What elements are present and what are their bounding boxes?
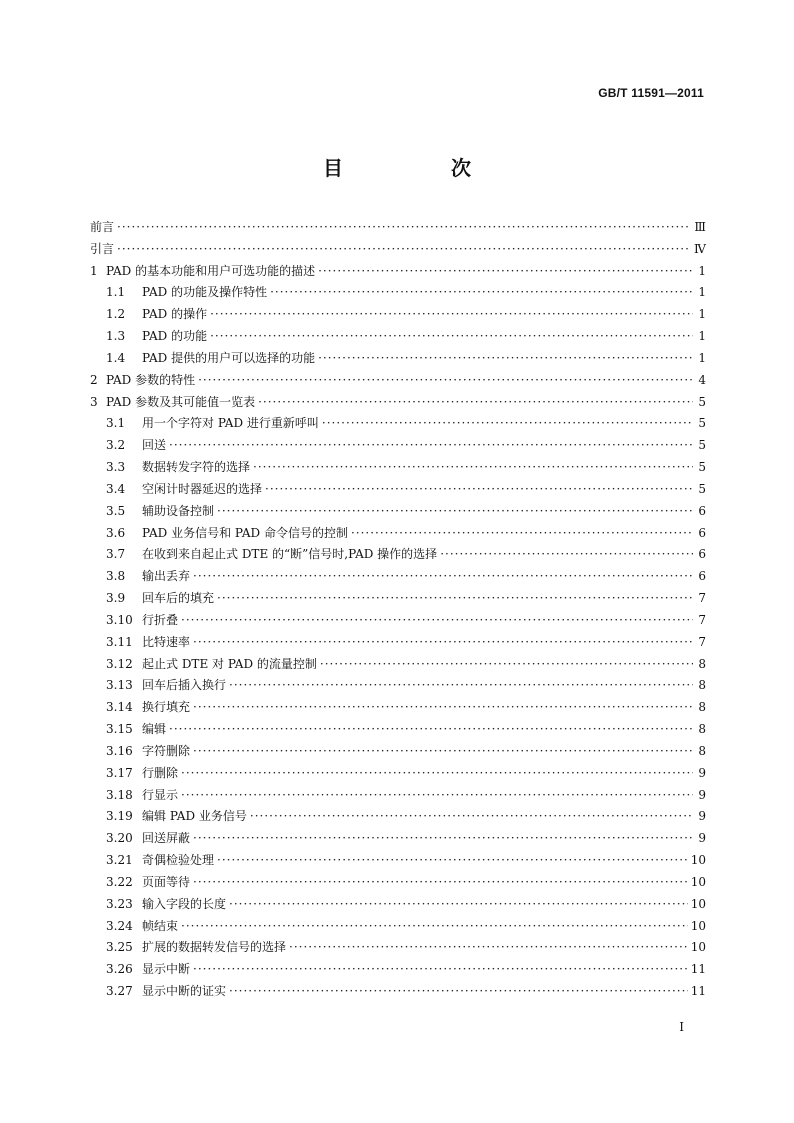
toc-entry-number: 3.10 bbox=[106, 612, 133, 627]
toc-leader-dots bbox=[229, 981, 688, 1003]
toc-entry-page: 6 bbox=[698, 547, 706, 562]
toc-entry-number: 1.3 bbox=[106, 329, 126, 344]
toc-leader-dots bbox=[169, 435, 693, 457]
toc-entry-title: 输出丢弃 bbox=[142, 569, 191, 584]
toc-entry[interactable] bbox=[90, 479, 706, 501]
toc-entry-page: 9 bbox=[698, 765, 706, 780]
toc-entry-page: 4 bbox=[698, 372, 706, 387]
toc-entry-page: 5 bbox=[698, 394, 706, 409]
toc-leader-dots bbox=[181, 785, 693, 807]
toc-entry-page: 11 bbox=[690, 983, 706, 998]
toc-entry-title: 行显示 bbox=[142, 787, 179, 802]
toc-entry-title: PAD 参数的特性 bbox=[106, 372, 196, 387]
toc-entry-title: 页面等待 bbox=[142, 874, 191, 889]
toc-leader-dots bbox=[117, 217, 691, 239]
toc-entry-page: 10 bbox=[690, 853, 706, 868]
toc-entry-page: 6 bbox=[698, 569, 706, 584]
toc-entry-title: 行折叠 bbox=[142, 612, 179, 627]
toc-entry-number: 2 bbox=[90, 372, 98, 387]
toc-entry[interactable] bbox=[90, 828, 706, 850]
toc-entry-title: 回车后的填充 bbox=[142, 591, 215, 606]
toc-leader-dots bbox=[181, 763, 693, 785]
toc-entry-title: 在收到来自起止式 DTE 的“断”信号时,PAD 操作的选择 bbox=[142, 547, 438, 562]
toc-entry-number: 3.24 bbox=[106, 918, 133, 933]
toc-entry[interactable] bbox=[90, 370, 706, 392]
toc-entry[interactable] bbox=[90, 348, 706, 370]
toc-entry-page: 8 bbox=[698, 678, 706, 693]
toc-leader-dots bbox=[320, 654, 693, 676]
toc-entry-page: 1 bbox=[698, 307, 706, 322]
toc-entry-title: 回送 bbox=[142, 438, 167, 453]
toc-entry-title: 用一个字符对 PAD 进行重新呼叫 bbox=[142, 416, 319, 431]
toc-entry[interactable] bbox=[90, 435, 706, 457]
toc-entry[interactable] bbox=[90, 261, 706, 283]
toc-entry[interactable] bbox=[90, 304, 706, 326]
toc-entry[interactable] bbox=[90, 610, 706, 632]
toc-entry-number: 3.8 bbox=[106, 569, 126, 584]
toc-leader-dots bbox=[193, 566, 693, 588]
toc-leader-dots bbox=[440, 544, 693, 566]
toc-entry-number: 3.5 bbox=[106, 503, 126, 518]
toc-entry-number: 1.2 bbox=[106, 307, 126, 322]
toc-leader-dots bbox=[193, 828, 693, 850]
toc-entry-number: 3.26 bbox=[106, 962, 133, 977]
toc-entry-title: 奇偶检验处理 bbox=[142, 853, 215, 868]
toc-entry-page: 10 bbox=[690, 918, 706, 933]
toc-entry-page: 5 bbox=[698, 438, 706, 453]
toc-entry-title: 编辑 bbox=[142, 722, 167, 737]
page-title: 目 次 bbox=[323, 156, 515, 180]
toc-entry-page: 7 bbox=[698, 591, 706, 606]
toc-leader-dots bbox=[253, 457, 693, 479]
toc-entry-page: 9 bbox=[698, 787, 706, 802]
toc-entry-number: 3.15 bbox=[106, 722, 133, 737]
toc-entry-title: 引言 bbox=[90, 241, 115, 256]
toc-leader-dots bbox=[217, 588, 693, 610]
toc-entry-page: 11 bbox=[690, 962, 706, 977]
toc-leader-dots bbox=[351, 523, 693, 545]
toc-entry-title: PAD 业务信号和 PAD 命令信号的控制 bbox=[142, 525, 348, 540]
toc-entry[interactable] bbox=[90, 872, 706, 894]
toc-entry[interactable] bbox=[90, 675, 706, 697]
toc-entry[interactable] bbox=[90, 806, 706, 828]
toc-entry-title: 编辑 PAD 业务信号 bbox=[142, 809, 247, 824]
toc-entry[interactable] bbox=[90, 959, 706, 981]
toc-entry-number: 3.1 bbox=[106, 416, 126, 431]
toc-entry-number: 3.19 bbox=[106, 809, 133, 824]
toc-entry-page: 7 bbox=[698, 612, 706, 627]
toc-entry[interactable] bbox=[90, 719, 706, 741]
toc-entry-number: 3.16 bbox=[106, 743, 133, 758]
toc-entry-page: 6 bbox=[698, 503, 706, 518]
toc-entry[interactable] bbox=[90, 523, 706, 545]
toc-entry[interactable] bbox=[90, 566, 706, 588]
toc-entry-page: 6 bbox=[698, 525, 706, 540]
toc-entry[interactable] bbox=[90, 239, 706, 261]
toc-leader-dots bbox=[318, 261, 693, 283]
standard-code: GB/T 11591—2011 bbox=[598, 86, 704, 100]
toc-entry-number: 3.20 bbox=[106, 831, 133, 846]
toc-entry-page: 1 bbox=[698, 285, 706, 300]
toc-entry-title: 比特速率 bbox=[142, 634, 191, 649]
toc-entry[interactable] bbox=[90, 654, 706, 676]
toc-entry-page: 7 bbox=[698, 634, 706, 649]
toc-entry-number: 3.21 bbox=[106, 853, 133, 868]
toc-leader-dots bbox=[318, 348, 693, 370]
toc-entry[interactable] bbox=[90, 741, 706, 763]
toc-leader-dots bbox=[181, 610, 693, 632]
toc-entry-page: Ⅲ bbox=[694, 220, 706, 234]
toc-leader-dots bbox=[193, 872, 688, 894]
toc-entry-number: 3.25 bbox=[106, 940, 133, 955]
toc-entry[interactable] bbox=[90, 850, 706, 872]
toc-entry-page: 8 bbox=[698, 656, 706, 671]
toc-leader-dots bbox=[193, 632, 693, 654]
toc-entry-title: 起止式 DTE 对 PAD 的流量控制 bbox=[142, 656, 317, 671]
toc-entry[interactable] bbox=[90, 763, 706, 785]
toc-leader-dots bbox=[258, 392, 693, 414]
toc-entry-number: 3 bbox=[90, 394, 98, 409]
toc-leader-dots bbox=[193, 697, 693, 719]
toc-entry-title: 输入字段的长度 bbox=[142, 896, 227, 911]
toc-entry-number: 3.14 bbox=[106, 700, 133, 715]
toc-entry-title: PAD 的功能及操作特性 bbox=[142, 285, 268, 300]
toc-entry-number: 3.11 bbox=[106, 634, 133, 649]
toc-entry-number: 1 bbox=[90, 263, 98, 278]
toc-entry-title: 回车后插入换行 bbox=[142, 678, 227, 693]
toc-entry-title: PAD 的基本功能和用户可选功能的描述 bbox=[106, 263, 316, 278]
toc-leader-dots bbox=[250, 806, 693, 828]
toc-entry-page: 1 bbox=[698, 329, 706, 344]
toc-entry-number: 3.13 bbox=[106, 678, 133, 693]
toc-entry-title: PAD 参数及其可能值一览表 bbox=[106, 394, 256, 409]
toc-entry-page: 1 bbox=[698, 350, 706, 365]
toc-entry-title: 扩展的数据转发信号的选择 bbox=[142, 940, 287, 955]
toc-entry-number: 3.3 bbox=[106, 460, 126, 475]
toc-entry-number: 3.22 bbox=[106, 874, 133, 889]
toc-leader-dots bbox=[210, 326, 693, 348]
toc-entry-page: 10 bbox=[690, 874, 706, 889]
toc-entry[interactable] bbox=[90, 501, 706, 523]
toc-entry[interactable] bbox=[90, 937, 706, 959]
toc-entry-title: 空闲计时器延迟的选择 bbox=[142, 481, 263, 496]
toc-entry-page: 8 bbox=[698, 722, 706, 737]
toc-entry-number: 3.23 bbox=[106, 896, 133, 911]
toc-entry-page: 8 bbox=[698, 743, 706, 758]
toc-entry[interactable] bbox=[90, 894, 706, 916]
toc-leader-dots bbox=[181, 916, 688, 938]
toc-leader-dots bbox=[193, 741, 693, 763]
toc-entry-number: 1.1 bbox=[106, 285, 126, 300]
toc-entry-page: 5 bbox=[698, 481, 706, 496]
toc-entry-page: 1 bbox=[698, 263, 706, 278]
toc-leader-dots bbox=[270, 282, 693, 304]
toc-entry[interactable] bbox=[90, 916, 706, 938]
toc-entry[interactable] bbox=[90, 392, 706, 414]
toc-leader-dots bbox=[193, 959, 688, 981]
toc-entry-number: 3.9 bbox=[106, 591, 126, 606]
toc-entry-number: 3.7 bbox=[106, 547, 126, 562]
toc-entry-number: 1.4 bbox=[106, 350, 126, 365]
toc-entry-title: 字符删除 bbox=[142, 743, 191, 758]
toc-entry-number: 3.2 bbox=[106, 438, 126, 453]
toc-entry-title: 行删除 bbox=[142, 765, 179, 780]
toc-entry-title: PAD 的功能 bbox=[142, 329, 208, 344]
toc-leader-dots bbox=[217, 501, 693, 523]
toc-entry[interactable] bbox=[90, 632, 706, 654]
toc-entry[interactable] bbox=[90, 457, 706, 479]
toc-leader-dots bbox=[210, 304, 693, 326]
toc-entry[interactable] bbox=[90, 588, 706, 610]
toc-entry[interactable] bbox=[90, 981, 706, 1003]
toc-entry-title: 回送屏蔽 bbox=[142, 831, 191, 846]
toc-entry-number: 3.18 bbox=[106, 787, 133, 802]
toc-leader-dots bbox=[229, 675, 693, 697]
toc-entry-page: 5 bbox=[698, 460, 706, 475]
toc-leader-dots bbox=[117, 239, 691, 261]
toc-entry[interactable] bbox=[90, 326, 706, 348]
toc-entry-title: 显示中断的证实 bbox=[142, 983, 227, 998]
toc-leader-dots bbox=[229, 894, 688, 916]
toc-leader-dots bbox=[217, 850, 688, 872]
toc-entry-number: 3.6 bbox=[106, 525, 126, 540]
toc-entry-page: Ⅳ bbox=[694, 241, 706, 256]
toc-entry-title: 前言 bbox=[90, 220, 115, 234]
toc-entry[interactable] bbox=[90, 282, 706, 304]
table-of-contents bbox=[90, 217, 706, 1003]
toc-entry-title: PAD 的操作 bbox=[142, 307, 208, 322]
toc-entry-title: 辅助设备控制 bbox=[142, 503, 215, 518]
toc-entry[interactable] bbox=[90, 697, 706, 719]
toc-entry-title: PAD 提供的用户可以选择的功能 bbox=[142, 350, 316, 365]
toc-entry-number: 3.4 bbox=[106, 481, 126, 496]
toc-leader-dots bbox=[198, 370, 693, 392]
toc-entry-number: 3.17 bbox=[106, 765, 133, 780]
toc-entry[interactable] bbox=[90, 785, 706, 807]
toc-entry[interactable] bbox=[90, 217, 706, 239]
toc-leader-dots bbox=[289, 937, 688, 959]
toc-leader-dots bbox=[265, 479, 693, 501]
toc-entry-page: 10 bbox=[690, 940, 706, 955]
toc-entry-number: 3.12 bbox=[106, 656, 133, 671]
toc-entry-title: 换行填充 bbox=[142, 700, 191, 715]
toc-entry[interactable] bbox=[90, 544, 706, 566]
page-number: I bbox=[679, 1020, 684, 1034]
toc-leader-dots bbox=[322, 413, 693, 435]
toc-entry-page: 5 bbox=[698, 416, 706, 431]
toc-entry-title: 数据转发字符的选择 bbox=[142, 460, 251, 475]
toc-entry[interactable] bbox=[90, 413, 706, 435]
toc-entry-number: 3.27 bbox=[106, 983, 133, 998]
toc-entry-page: 10 bbox=[690, 896, 706, 911]
toc-entry-page: 8 bbox=[698, 700, 706, 715]
toc-leader-dots bbox=[169, 719, 693, 741]
toc-entry-page: 9 bbox=[698, 809, 706, 824]
toc-entry-title: 显示中断 bbox=[142, 962, 191, 977]
toc-entry-page: 9 bbox=[698, 831, 706, 846]
toc-entry-title: 帧结束 bbox=[142, 918, 179, 933]
